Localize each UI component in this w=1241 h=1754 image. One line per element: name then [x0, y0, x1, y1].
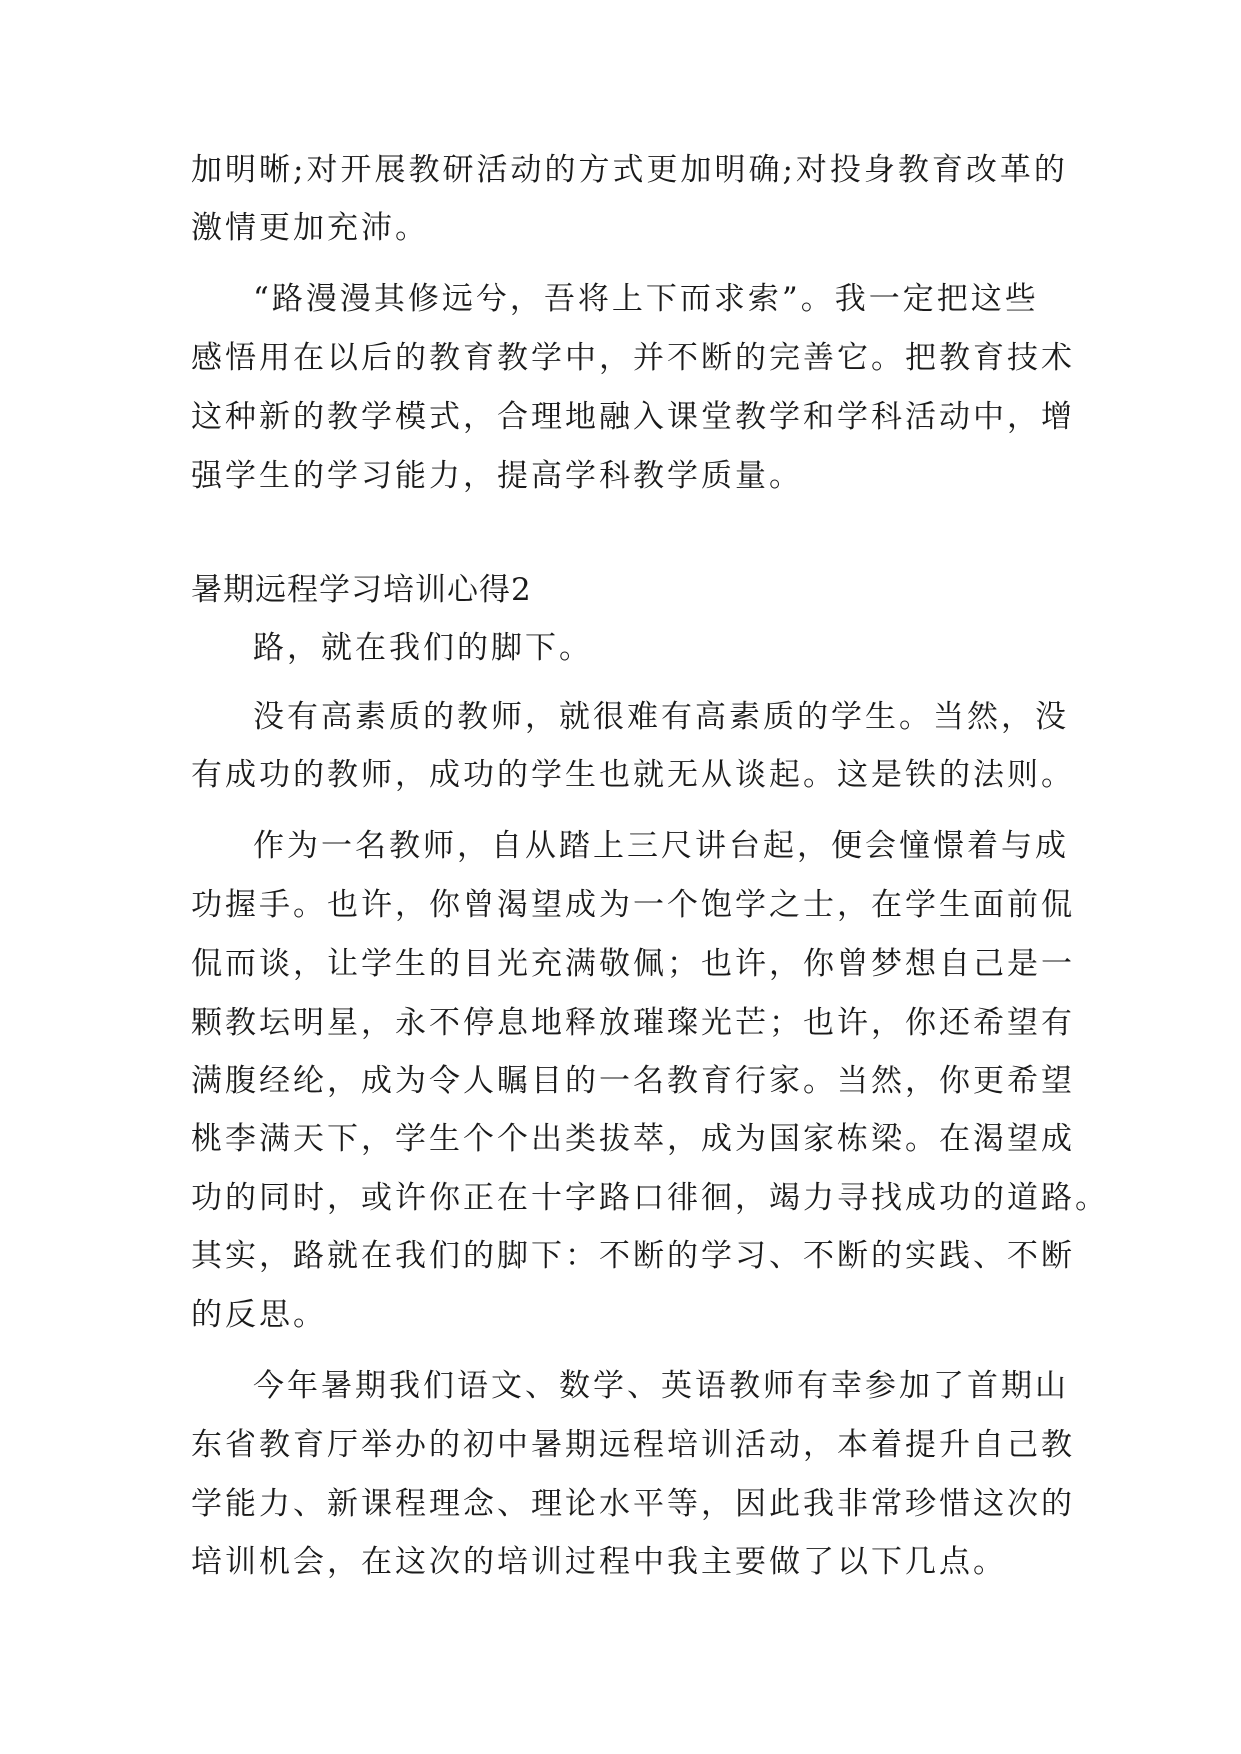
text-line: 培训机会，在这次的培训过程中我主要做了以下几点。 — [191, 1544, 1007, 1580]
paragraph-first-line: 没有高素质的教师，就很难有高素质的学生。当然，没 — [253, 699, 1069, 735]
text-line: 有成功的教师，成功的学生也就无从谈起。这是铁的法则。 — [191, 757, 1075, 793]
text-line: 功握手。也许，你曾渴望成为一个饱学之士，在学生面前侃 — [191, 887, 1075, 923]
text-line: 学能力、新课程理念、理论水平等，因此我非常珍惜这次的 — [191, 1486, 1075, 1522]
text-line: 感悟用在以后的教育教学中，并不断的完善它。把教育技术 — [191, 340, 1075, 376]
paragraph-first-line: 作为一名教师，自从踏上三尺讲台起，便会憧憬着与成 — [253, 828, 1069, 864]
text-line: 的反思。 — [191, 1297, 327, 1333]
section-heading: 暑期远程学习培训心得2 — [191, 572, 532, 608]
text-line: 功的同时，或许你正在十字路口徘徊，竭力寻找成功的道路。 — [191, 1180, 1109, 1216]
text-line: 东省教育厅举办的初中暑期远程培训活动，本着提升自己教 — [191, 1427, 1075, 1463]
text-line: 满腹经纶，成为令人瞩目的一名教育行家。当然，你更希望 — [191, 1063, 1075, 1099]
text-line: 强学生的学习能力，提高学科教学质量。 — [191, 458, 803, 494]
text-line: 加明晰;对开展教研活动的方式更加明确;对投身教育改革的 — [191, 152, 1068, 188]
text-line: 这种新的教学模式，合理地融入课堂教学和学科活动中，增 — [191, 399, 1075, 435]
text-line: 桃李满天下，学生个个出类拔萃，成为国家栋梁。在渴望成 — [191, 1121, 1075, 1157]
text-line: 其实，路就在我们的脚下：不断的学习、不断的实践、不断 — [191, 1238, 1075, 1274]
paragraph-first-line: 路，就在我们的脚下。 — [253, 630, 593, 666]
text-line: 颗教坛明星，永不停息地释放璀璨光芒；也许，你还希望有 — [191, 1005, 1075, 1041]
text-line: 激情更加充沛。 — [191, 210, 429, 246]
paragraph-first-line: “路漫漫其修远兮，吾将上下而求索”。我一定把这些 — [253, 281, 1039, 317]
paragraph-first-line: 今年暑期我们语文、数学、英语教师有幸参加了首期山 — [253, 1368, 1069, 1404]
text-line: 侃而谈，让学生的目光充满敬佩；也许，你曾梦想自己是一 — [191, 946, 1075, 982]
